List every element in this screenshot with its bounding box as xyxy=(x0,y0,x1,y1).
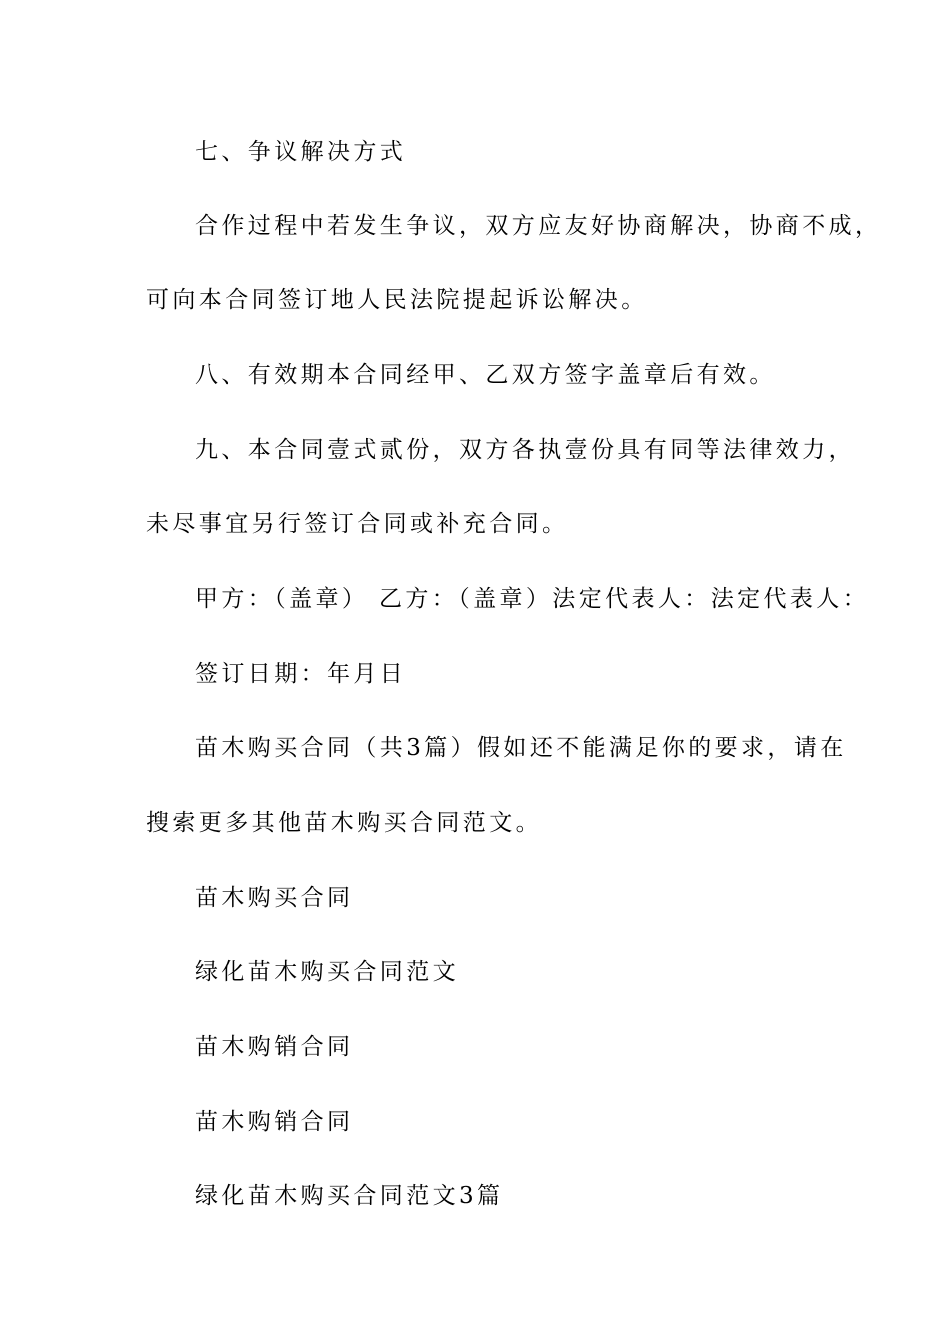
related-link-4[interactable]: 苗木购销合同 xyxy=(195,1109,354,1135)
paragraph-dispute-line-1: 合作过程中若发生争议，双方应友好协商解决，协商不成， xyxy=(195,213,882,239)
section-copies-line-2: 未尽事宜另行签订合同或补充合同。 xyxy=(146,511,569,537)
related-link-2[interactable]: 绿化苗木购买合同范文 xyxy=(195,959,459,985)
related-link-5[interactable]: 绿化苗木购买合同范文3篇 xyxy=(195,1183,504,1209)
related-note-line-2: 搜索更多其他苗木购买合同范文。 xyxy=(146,810,542,836)
section-copies-line-1: 九、本合同壹式贰份，双方各执壹份具有同等法律效力， xyxy=(195,437,855,463)
signing-date: 签订日期：年月日 xyxy=(195,661,407,687)
related-link-3[interactable]: 苗木购销合同 xyxy=(195,1034,354,1060)
paragraph-dispute-line-2: 可向本合同签订地人民法院提起诉讼解决。 xyxy=(146,287,648,313)
section-heading-dispute: 七、争议解决方式 xyxy=(195,139,407,165)
related-link-1[interactable]: 苗木购买合同 xyxy=(195,885,354,911)
signature-parties: 甲方：（盖章） 乙方：（盖章）法定代表人：法定代表人： xyxy=(195,586,870,612)
related-note-line-1: 苗木购买合同（共3篇）假如还不能满足你的要求，请在 xyxy=(195,735,847,761)
section-validity: 八、有效期本合同经甲、乙双方签字盖章后有效。 xyxy=(195,362,776,388)
